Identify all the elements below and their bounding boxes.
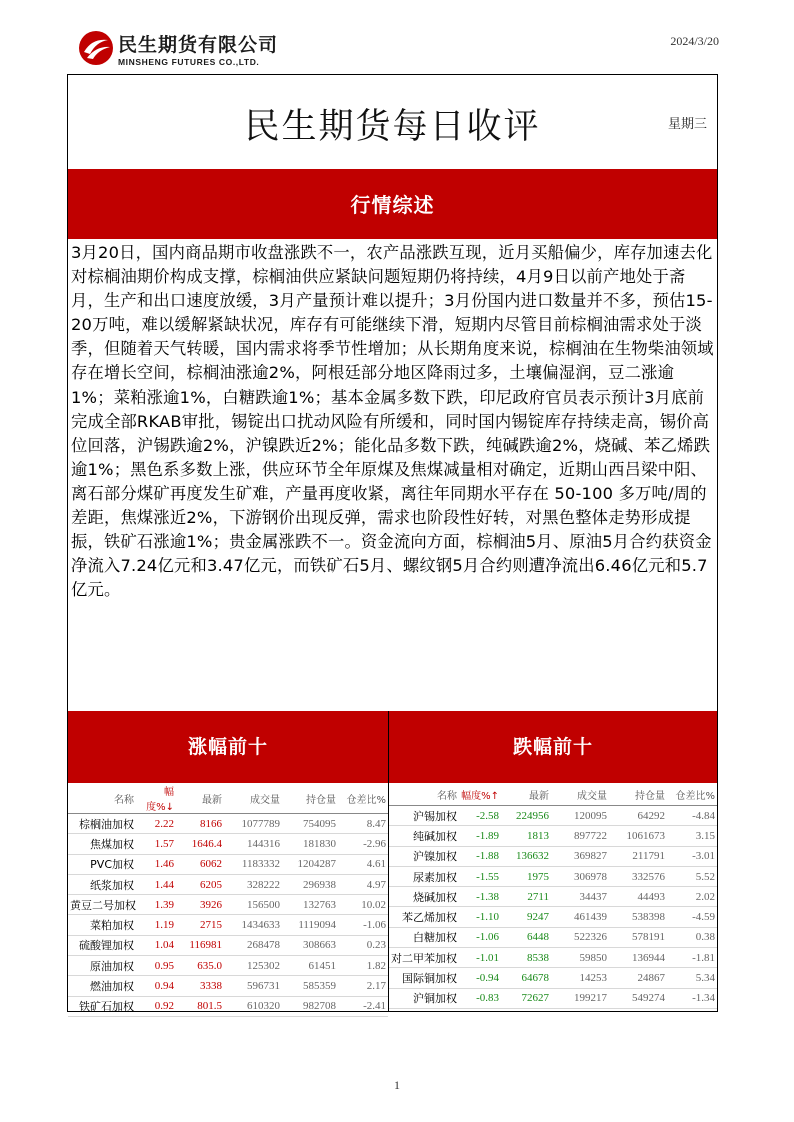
title-row [68,75,717,170]
open-interest: 64292 [609,806,667,826]
contract-name: 燃油加权 [68,976,136,996]
oi-change-percent: 2.17 [338,976,388,996]
oi-change-percent: -1.34 [667,988,717,1008]
contract-name: 纸浆加权 [68,874,136,894]
column-header: 仓差比% [667,783,717,806]
contract-name: 黄豆二号加权 [68,895,136,915]
open-interest: 982708 [282,996,338,1016]
latest-price: 801.5 [176,996,224,1016]
summary-text: 3月20日，国内商品期市收盘涨跌不一，农产品涨跌互现，近月买船偏少，库存加速去化对棕榈油期价构成支撑，棕榈油供应紧缺问题短期仍将持续，4月9日以前产地处于斋月，生产和出口速度放缓，3月产量预计难以提升；3月份国内进口数量并不多，预估15-20万吨，难以缓解紧缺状况，库存有可能继续下滑，短期内尽管目前棕榈油需求处于淡季，但随着天气转暖，国内需求将季节性增加；从长期角度来说，棕榈油在生物柴油领域存在增长空间，棕榈油涨逾2%，阿根廷部分地区降雨过多，土壤偏湿润，豆二涨逾1%；菜粕涨逾1%，白糖跌逾1%；基本金属多数下跌，印尼政府官员表示预计3月底前完成全部RKAB审批，锡锭出口扰动风险有所缓和，同时国内锡锭库存持续走高，锡价高位回落，沪锡跌逾2%，沪镍跌近2%；能化品多数下跌，纯碱跌逾2%，烧碱、苯乙烯跌逾1%；黑色系多数上涨，供应环节全年原煤及焦煤减量相对确定，近期山西吕梁中阳、离石部分煤矿再度发生矿难，产量再度收紧，离往年同期水平存在 50-100 多万吨/周的差距，焦煤涨近2%，下游钢价出现反弹，需求也阶段性好转，对黑色整体走势形成提振，铁矿石涨逾1%；贵金属涨跌不一。资金流向方面，棕榈油5月、原油5月合约获资金净流入7.24亿元和3.47亿元，而铁矿石5月、螺纹钢5月合约则遭净流出6.46亿元和5.7亿元。 [71,243,714,600]
column-header: 持仓量 [282,783,338,814]
contract-name: 苯乙烯加权 [389,907,459,927]
contract-name: 沪铜加权 [389,988,459,1008]
change-percent: -1.38 [459,887,501,907]
open-interest: 61451 [282,956,338,976]
change-percent: 0.95 [136,956,176,976]
table-row[interactable] [68,915,388,935]
open-interest: 1061673 [609,826,667,846]
open-interest: 24867 [609,968,667,988]
latest-price: 3338 [176,976,224,996]
weekday: 星期三 [667,117,707,132]
open-interest: 538398 [609,907,667,927]
page-number: 1 [394,1078,400,1092]
oi-change-percent: 5.52 [667,866,717,886]
table-row[interactable] [389,968,717,988]
table-row[interactable] [389,948,717,968]
latest-price: 136632 [501,846,551,866]
open-interest: 578191 [609,927,667,947]
table-row[interactable] [389,826,717,846]
table-row[interactable] [68,834,388,854]
latest-price: 72627 [501,988,551,1008]
latest-price: 1646.4 [176,834,224,854]
company-logo [78,26,318,72]
volume: 1434633 [224,915,282,935]
oi-change-percent: 3.15 [667,826,717,846]
table-row[interactable] [68,956,388,976]
table-row[interactable] [68,854,388,874]
contract-name: 原油加权 [68,956,136,976]
latest-price: 3926 [176,895,224,915]
change-percent: -1.55 [459,866,501,886]
table-row[interactable] [68,814,388,834]
gainers-panel [68,711,389,1014]
volume: 199217 [551,988,609,1008]
volume: 1183332 [224,854,282,874]
oi-change-percent: 0.38 [667,927,717,947]
column-header: 持仓量 [609,783,667,806]
open-interest: 136944 [609,948,667,968]
open-interest: 211791 [609,846,667,866]
column-header[interactable]: 幅度%↓ [136,783,176,814]
contract-name: 国际铜加权 [389,968,459,988]
table-row[interactable] [68,976,388,996]
latest-price: 2715 [176,915,224,935]
oi-change-percent: -4.84 [667,806,717,826]
oi-change-percent: 0.23 [338,935,388,955]
latest-price: 6205 [176,874,224,894]
change-percent: -1.01 [459,948,501,968]
volume: 34437 [551,887,609,907]
change-percent: -0.94 [459,968,501,988]
report-frame [67,74,718,1012]
table-row[interactable] [389,806,717,826]
change-percent: 0.92 [136,996,176,1016]
change-percent: 2.22 [136,814,176,834]
change-percent: -2.58 [459,806,501,826]
change-percent: 1.39 [136,895,176,915]
oi-change-percent: 8.47 [338,814,388,834]
contract-name: 硫酸锂加权 [68,935,136,955]
volume: 268478 [224,935,282,955]
change-percent: 1.19 [136,915,176,935]
column-header: 成交量 [551,783,609,806]
table-row[interactable] [389,866,717,886]
change-percent: -1.10 [459,907,501,927]
contract-name: 尿素加权 [389,866,459,886]
contract-name: 沪锡加权 [389,806,459,826]
latest-price: 8166 [176,814,224,834]
open-interest: 332576 [609,866,667,886]
volume: 461439 [551,907,609,927]
losers-table [389,783,717,1009]
open-interest: 1204287 [282,854,338,874]
table-row[interactable] [68,996,388,1016]
volume: 328222 [224,874,282,894]
change-percent: -1.06 [459,927,501,947]
oi-change-percent: -2.41 [338,996,388,1016]
contract-name: 菜粕加权 [68,915,136,935]
open-interest: 1119094 [282,915,338,935]
open-interest: 549274 [609,988,667,1008]
table-row[interactable] [389,927,717,947]
volume: 14253 [551,968,609,988]
logo-chinese-name: 民生期货有限公司 [118,34,279,56]
summary-heading: 行情综述 [350,193,435,217]
gainers-table [68,783,388,1017]
column-header: 成交量 [224,783,282,814]
report-date: 2024/3/20 [670,34,719,48]
table-row[interactable] [389,887,717,907]
oi-change-percent: 4.97 [338,874,388,894]
column-header: 名称 [68,783,136,814]
latest-price: 224956 [501,806,551,826]
open-interest: 44493 [609,887,667,907]
change-percent: -1.89 [459,826,501,846]
open-interest: 585359 [282,976,338,996]
latest-price: 64678 [501,968,551,988]
oi-change-percent: 5.34 [667,968,717,988]
losers-panel [389,711,717,1011]
latest-price: 8538 [501,948,551,968]
change-percent: 1.04 [136,935,176,955]
table-row[interactable] [68,935,388,955]
table-row[interactable] [389,988,717,1008]
oi-change-percent: -3.01 [667,846,717,866]
volume: 120095 [551,806,609,826]
oi-change-percent: -4.59 [667,907,717,927]
volume: 306978 [551,866,609,886]
contract-name: PVC加权 [68,854,136,874]
latest-price: 1975 [501,866,551,886]
oi-change-percent: 2.02 [667,887,717,907]
latest-price: 9247 [501,907,551,927]
oi-change-percent: 1.82 [338,956,388,976]
column-header: 名称 [389,783,459,806]
table-row[interactable] [68,874,388,894]
latest-price: 6448 [501,927,551,947]
column-header: 最新 [176,783,224,814]
oi-change-percent: -1.06 [338,915,388,935]
table-row[interactable] [68,895,388,915]
volume: 125302 [224,956,282,976]
latest-price: 2711 [501,887,551,907]
report-title: 民生期货每日收评 [244,107,541,147]
table-row[interactable] [389,846,717,866]
latest-price: 116981 [176,935,224,955]
volume: 1077789 [224,814,282,834]
volume: 156500 [224,895,282,915]
contract-name: 白糖加权 [389,927,459,947]
open-interest: 308663 [282,935,338,955]
volume: 522326 [551,927,609,947]
contract-name: 焦煤加权 [68,834,136,854]
minsheng-logo-icon [78,30,114,66]
change-percent: 1.44 [136,874,176,894]
column-header[interactable]: 幅度%↑ [459,783,501,806]
contract-name: 对二甲苯加权 [389,948,459,968]
contract-name: 烧碱加权 [389,887,459,907]
volume: 897722 [551,826,609,846]
oi-change-percent: 4.61 [338,854,388,874]
contract-name: 棕榈油加权 [68,814,136,834]
summary-banner [68,169,717,239]
latest-price: 6062 [176,854,224,874]
contract-name: 纯碱加权 [389,826,459,846]
volume: 144316 [224,834,282,854]
oi-change-percent: 10.02 [338,895,388,915]
logo-english-name: MINSHENG FUTURES CO.,LTD. [118,57,260,67]
volume: 369827 [551,846,609,866]
change-percent: -0.83 [459,988,501,1008]
open-interest: 296938 [282,874,338,894]
column-header: 仓差比% [338,783,388,814]
volume: 596731 [224,976,282,996]
latest-price: 1813 [501,826,551,846]
open-interest: 181830 [282,834,338,854]
table-row[interactable] [389,907,717,927]
volume: 59850 [551,948,609,968]
column-header: 最新 [501,783,551,806]
losers-heading: 跌幅前十 [389,711,717,783]
change-percent: 1.46 [136,854,176,874]
open-interest: 754095 [282,814,338,834]
gainers-heading: 涨幅前十 [68,711,388,783]
oi-change-percent: -1.81 [667,948,717,968]
oi-change-percent: -2.96 [338,834,388,854]
change-percent: 0.94 [136,976,176,996]
latest-price: 635.0 [176,956,224,976]
open-interest: 132763 [282,895,338,915]
change-percent: -1.88 [459,846,501,866]
volume: 610320 [224,996,282,1016]
change-percent: 1.57 [136,834,176,854]
contract-name: 铁矿石加权 [68,996,136,1016]
contract-name: 沪镍加权 [389,846,459,866]
